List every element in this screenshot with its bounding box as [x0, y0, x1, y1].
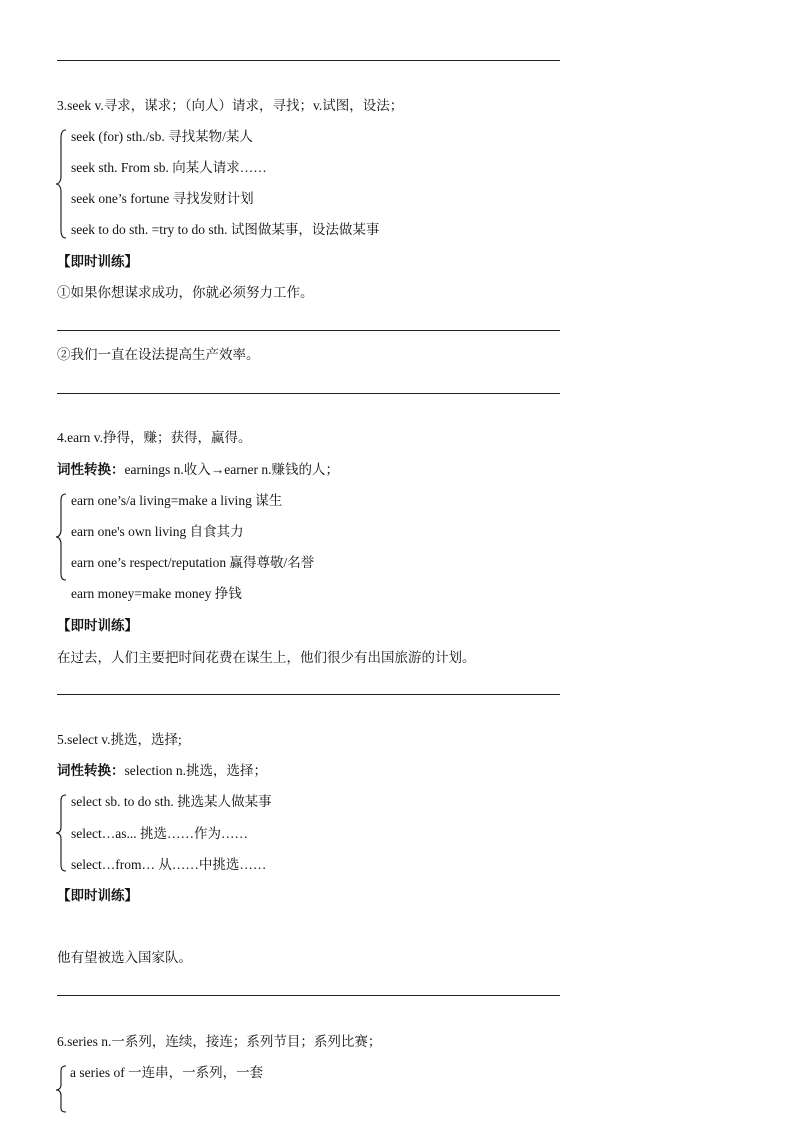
practice-label: 【即时训练】 — [57, 618, 138, 633]
phrase-seek-1: seek (for) sth./sb. 寻找某物/某人 — [71, 129, 253, 144]
practice-label: 【即时训练】 — [57, 888, 138, 903]
phrase-seek-3: seek one’s fortune 寻找发财计划 — [71, 191, 254, 206]
phrase-series-1: a series of 一连串，一系列，一套 — [70, 1065, 264, 1080]
conversion-5 — [57, 762, 267, 780]
phrase-earn-2: earn one's own living 自食其力 — [71, 524, 244, 539]
section-4-heading: 4.earn v.挣得，赚；获得，赢得。 — [57, 430, 252, 445]
exercise-3-2: ②我们一直在设法提高生产效率。 — [57, 347, 260, 362]
phrase-select-3: select…from… 从……中挑选…… — [71, 857, 267, 872]
section-6-heading: 6.series n.一系列，连续，接连；系列节目；系列比赛； — [57, 1034, 382, 1049]
answer-line — [57, 60, 560, 61]
phrase-earn-1: earn one’s/a living=make a living 谋生 — [71, 493, 283, 508]
exercise-5: 他有望被选入国家队。 — [57, 950, 192, 965]
phrase-select-1: select sb. to do sth. 挑选某人做某事 — [71, 794, 272, 809]
answer-line — [57, 694, 560, 695]
phrase-earn-4: earn money=make money 挣钱 — [71, 586, 242, 601]
answer-line — [57, 393, 560, 394]
exercise-3-1: ①如果你想谋求成功，你就必须努力工作。 — [57, 285, 314, 300]
answer-line — [57, 995, 560, 996]
section-5-heading: 5.select v.挑选，选择; — [57, 732, 182, 747]
conversion-text: earnings n.收入→earner n.赚钱的人； — [124, 462, 339, 477]
conversion-label: 词性转换： — [57, 462, 125, 477]
phrase-select-2: select…as... 挑选……作为…… — [71, 826, 248, 841]
phrase-seek-2: seek sth. From sb. 向某人请求…… — [71, 160, 267, 175]
conversion-text: selection n.挑选，选择； — [124, 763, 267, 778]
brace-section-6 — [54, 1064, 68, 1114]
conversion-4 — [57, 461, 339, 479]
phrase-seek-4: seek to do sth. =try to do sth. 试图做某事，设法做某事 — [71, 222, 380, 237]
brace-section-3 — [54, 128, 68, 240]
exercise-4: 在过去，人们主要把时间花费在谋生上，他们很少有出国旅游的计划。 — [57, 650, 476, 665]
section-3-heading: 3.seek v.寻求，谋求；（向人）请求，寻找；v.试图，设法； — [57, 98, 404, 113]
phrase-earn-3: earn one’s respect/reputation 赢得尊敬/名誉 — [71, 555, 315, 570]
brace-section-4 — [54, 492, 68, 582]
answer-line — [57, 330, 560, 331]
practice-label: 【即时训练】 — [57, 254, 138, 269]
brace-section-5 — [54, 793, 68, 873]
conversion-label: 词性转换： — [57, 763, 125, 778]
